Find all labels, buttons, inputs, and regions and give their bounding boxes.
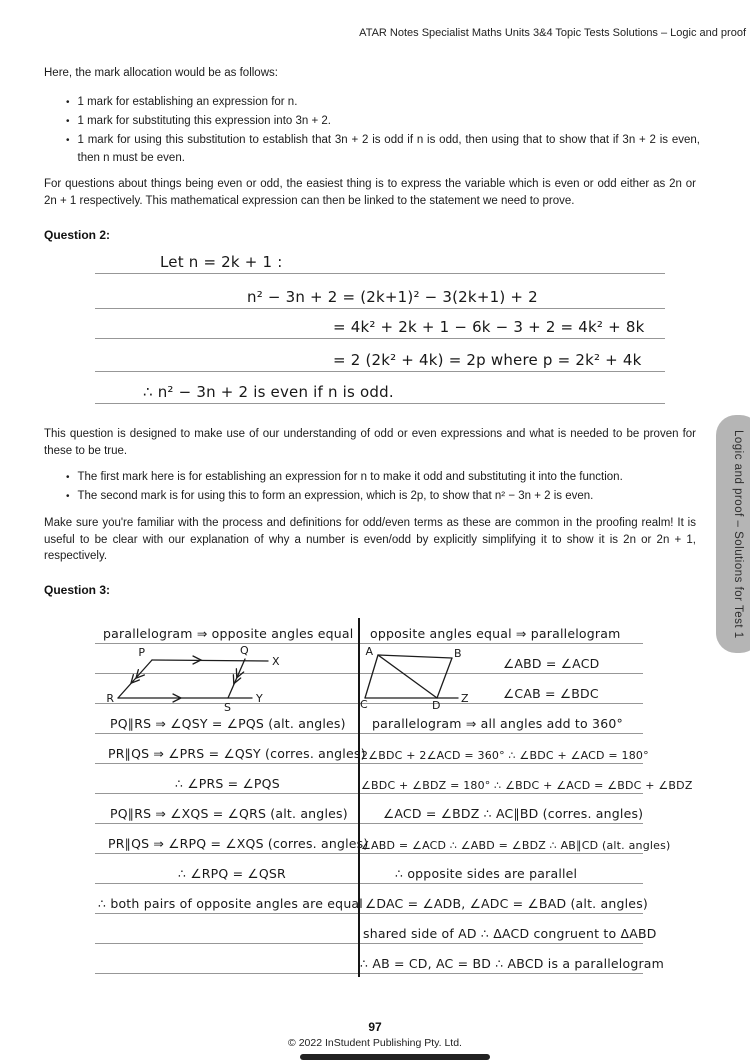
vertex-label-y: Y bbox=[256, 692, 263, 705]
q3-right-row: ∴ opposite sides are parallel bbox=[395, 866, 578, 881]
question3-heading: Question 3: bbox=[44, 583, 111, 597]
ruled-line bbox=[95, 883, 643, 884]
ruled-line bbox=[95, 913, 643, 914]
bullet-icon bbox=[66, 468, 70, 487]
q3-left-row: ∴ ∠RPQ = ∠QSR bbox=[178, 866, 286, 881]
q3-right-row: ∠ABD = ∠ACD ∴ ∠ABD = ∠BDZ ∴ AB∥CD (alt. angles) bbox=[361, 839, 671, 852]
chapter-side-tab bbox=[716, 415, 750, 653]
ruled-line bbox=[95, 733, 643, 734]
q3-right-eq: ∠CAB = ∠BDC bbox=[503, 686, 599, 701]
bullet-icon bbox=[66, 93, 70, 112]
vertex-label-d: D bbox=[432, 699, 441, 711]
q3-right-row: ∴ AB = CD, AC = BD ∴ ABCD is a parallelogram bbox=[360, 956, 665, 971]
q3-right-row: shared side of AD ∴ ΔACD congruent to ΔABD bbox=[363, 926, 657, 941]
q3-left-row: PQ∥RS ⇒ ∠XQS = ∠QRS (alt. angles) bbox=[110, 806, 348, 821]
bullet-text: 1 mark for using this substitution to establish that 3n + 2 is odd if n is odd, then using that to show that if 3n + 2 is even, then n must be even. bbox=[77, 134, 700, 164]
q3-left-header: parallelogram ⇒ opposite angles equal bbox=[103, 626, 354, 641]
quadrilateral-diagram bbox=[360, 647, 470, 711]
question3-worksheet bbox=[95, 613, 693, 979]
vertex-label-c: C bbox=[360, 698, 368, 711]
ruled-line bbox=[95, 973, 643, 974]
question2-heading: Question 2: bbox=[44, 228, 111, 242]
bullet-text: The second mark is for using this to form an expression, which is 2p, to show that n² − 3n + 2 is even. bbox=[77, 490, 594, 502]
ruled-line bbox=[95, 823, 643, 824]
intro-bullet-3 bbox=[66, 131, 700, 167]
page-bottom-bar bbox=[300, 1054, 490, 1060]
side-tab-label: Logic and proof – Solutions for Test 1 bbox=[732, 429, 744, 639]
q3-left-row: ∴ both pairs of opposite angles are equal bbox=[98, 896, 363, 911]
handwritten-line: = 4k² + 2k + 1 − 6k − 3 + 2 = 4k² + 8k bbox=[333, 318, 645, 336]
vertex-label-r: R bbox=[106, 692, 114, 705]
q3-right-header: opposite angles equal ⇒ parallelogram bbox=[370, 626, 621, 641]
q3-right-row: 2∠BDC + 2∠ACD = 360° ∴ ∠BDC + ∠ACD = 180° bbox=[361, 749, 649, 762]
q3-right-eq: ∠ABD = ∠ACD bbox=[503, 656, 600, 671]
vertex-label-s: S bbox=[224, 701, 231, 714]
q3-left-row: PQ∥RS ⇒ ∠QSY = ∠PQS (alt. angles) bbox=[110, 716, 346, 731]
q3-right-row: ∠ACD = ∠BDZ ∴ AC∥BD (corres. angles) bbox=[383, 806, 644, 821]
question2-bullet-2 bbox=[66, 487, 700, 506]
q3-right-row: ∠BDC + ∠BDZ = 180° ∴ ∠BDC + ∠ACD = ∠BDC + ∠BDZ bbox=[361, 779, 693, 792]
handwritten-line: = 2 (2k² + 4k) = 2p where p = 2k² + 4k bbox=[333, 351, 642, 369]
handwritten-line: ∴ n² − 3n + 2 is even if n is odd. bbox=[143, 383, 394, 401]
bullet-text: 1 mark for establishing an expression for n. bbox=[77, 96, 298, 108]
ruled-line bbox=[95, 403, 665, 404]
ruled-line bbox=[95, 943, 643, 944]
page-number: 97 bbox=[368, 1020, 382, 1034]
vertex-label-b: B bbox=[454, 647, 462, 660]
question2-explanation: This question is designed to make use of our understanding of odd or even expressions and what is needed to be proven for these to be true. bbox=[44, 428, 696, 457]
parallelogram-diagram bbox=[105, 643, 285, 717]
question2-worksheet bbox=[95, 243, 665, 411]
bullet-icon bbox=[66, 487, 70, 506]
intro-bullet-2 bbox=[66, 112, 700, 131]
running-header: ATAR Notes Specialist Maths Units 3&4 Topic Tests Solutions – Logic and proof bbox=[359, 27, 746, 39]
bullet-icon bbox=[66, 131, 70, 167]
handwritten-line: Let n = 2k + 1 : bbox=[160, 253, 283, 271]
intro-paragraph: For questions about things being even or odd, the easiest thing is to express the variable which is even or odd either as 2n or 2n + 1 respectively. This mathematical expression can then be linked to the statement we need to prove. bbox=[44, 178, 696, 207]
q3-left-row: ∴ ∠PRS = ∠PQS bbox=[175, 776, 280, 791]
bullet-text: 1 mark for substituting this expression into 3n + 2. bbox=[77, 115, 331, 127]
intro-bullet-1 bbox=[66, 93, 700, 112]
intro-lead: Here, the mark allocation would be as follows: bbox=[44, 67, 278, 79]
handwritten-line: n² − 3n + 2 = (2k+1)² − 3(2k+1) + 2 bbox=[247, 288, 538, 306]
q3-left-row: PR∥QS ⇒ ∠RPQ = ∠XQS (corres. angles) bbox=[108, 836, 369, 851]
q3-right-row: ∠DAC = ∠ADB, ∠ADC = ∠BAD (alt. angles) bbox=[365, 896, 648, 911]
bullet-text: The first mark here is for establishing an expression for n to make it odd and substituting it into the function. bbox=[77, 471, 623, 483]
vertex-label-p: P bbox=[138, 646, 145, 659]
ruled-line bbox=[95, 308, 665, 309]
vertex-label-q: Q bbox=[240, 644, 249, 657]
copyright-line: © 2022 InStudent Publishing Pty. Ltd. bbox=[288, 1037, 462, 1049]
vertex-label-a: A bbox=[365, 647, 373, 658]
ruled-line bbox=[95, 273, 665, 274]
vertex-label-x: X bbox=[272, 655, 280, 668]
bullet-icon bbox=[66, 112, 70, 131]
vertex-label-z: Z bbox=[461, 692, 469, 705]
q3-right-row: parallelogram ⇒ all angles add to 360° bbox=[372, 716, 623, 731]
question2-bullet-1 bbox=[66, 468, 700, 487]
ruled-line bbox=[95, 338, 665, 339]
ruled-line bbox=[95, 371, 665, 372]
q3-left-row: PR∥QS ⇒ ∠PRS = ∠QSY (corres. angles) bbox=[108, 746, 366, 761]
question2-outro: Make sure you're familiar with the process and definitions for odd/even terms as these are common in the proofing realm! It is useful to be clear with our explanation of why a number is even/odd by explicitly simplifying it to show it is 2n or 2n + 1, respectively. bbox=[44, 517, 696, 562]
